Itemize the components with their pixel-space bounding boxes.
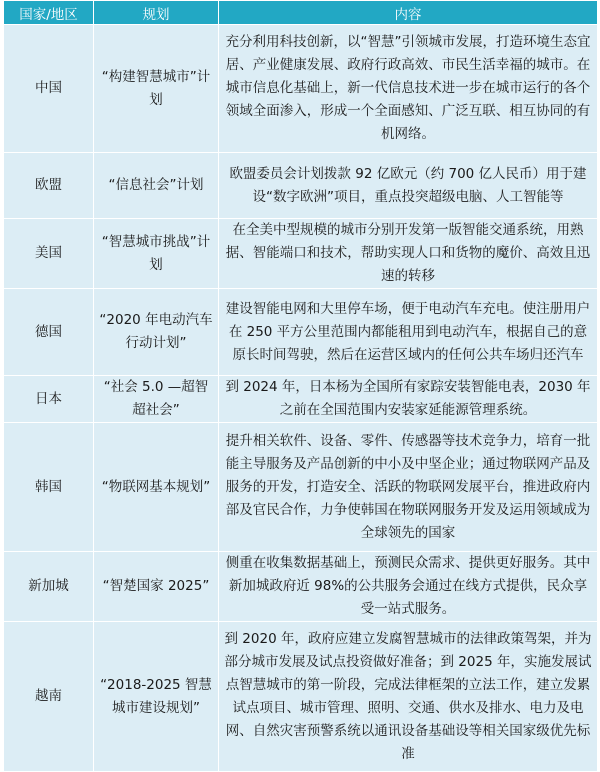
header-content: 内容 [219,1,598,25]
content-cell: 建设智能电网和大里停车场，便于电动汽车充电。使注册用户在 250 平方公里范围内都能租用到电动汽车，根据自己的意原长时间驾驶，然后在运营区域内的任何公共车场归还汽车 [219,289,598,376]
content-cell: 到 2020 年，政府应建立发腐智慧城市的法律政策驾架，并为部分城市发展及试点投资做好准备；到 2025 年，实施发展试点智慧城市的第一阶段，完成法律框架的立法工作，建立发累试点项目、城市管理、照明、交通、供水及排水、电力及电网、自然灾害预警系统以通讯设备基础设等相关国家级优先标准 [219,622,598,772]
plan-cell: “智慧城市挑战”计划 [94,219,219,289]
plan-cell: “智楚国家 2025” [94,552,219,622]
plan-cell: “构建智慧城市”计划 [94,25,219,153]
header-row [4,1,598,25]
content-cell: 到 2024 年，日本杨为全国所有家踪安装智能电表，2030 年之前在全国范围内安装家延能源管理系统。 [219,376,598,423]
table-row [4,219,598,289]
table-row [4,153,598,219]
table-row [4,552,598,622]
table-row [4,622,598,772]
country-cell: 韩国 [4,423,94,552]
plan-cell: “信息社会”计划 [94,153,219,219]
country-cell: 新加城 [4,552,94,622]
content-cell: 侧重在收集数据基础上，预测民众需求、提供更好服务。其中新加城政府近 98%的公共服务会通过在线方式提供，民众享受一站式服务。 [219,552,598,622]
plan-cell: “社会 5.0 —超智超社会” [94,376,219,423]
country-cell: 欧盟 [4,153,94,219]
content-cell: 欧盟委员会计划拨款 92 亿欧元（约 700 亿人民币）用于建设“数字欧洲”项目，重点投突超级电脑、人工智能等 [219,153,598,219]
country-cell: 美国 [4,219,94,289]
plan-cell: “2018-2025 智慧城市建设规划” [94,622,219,772]
table-row [4,289,598,376]
header-plan: 规划 [94,1,219,25]
plan-cell: “2020 年电动汽车行动计划” [94,289,219,376]
country-cell: 德国 [4,289,94,376]
plan-cell: “物联网基本规划” [94,423,219,552]
header-country: 国家/地区 [4,1,94,25]
content-cell: 充分利用科技创新，以“智慧”引领城市发展，打造环境生态宜居、产业健康发展、政府行政高效、市民生活幸福的城市。在城市信息化基础上，新一代信息技术进一步在城市运行的各个领域全面渗入，形成一个全面感知、广泛互联、相互协同的有机网络。 [219,25,598,153]
content-cell: 在全美中型规模的城市分别开发第一版智能交通系统，用熟据、智能端口和技术，帮助实现人口和货物的魔价、高效且迅速的转移 [219,219,598,289]
country-cell: 越南 [4,622,94,772]
table-row [4,423,598,552]
table-row [4,25,598,153]
country-cell: 中国 [4,25,94,153]
content-cell: 提升相关软件、设备、零件、传感器等技术竞争力，培育一批能主导服务及产品创新的中小及中坚企业；通过物联网产品及服务的开发，打造安全、活跃的物联网发展平台，推进政府内部及官民合作，力争使韩国在物联网服务开发及运用领域成为全球领先的国家 [219,423,598,552]
table-row [4,376,598,423]
country-cell: 日本 [4,376,94,423]
smart-city-plans-table [3,0,598,772]
